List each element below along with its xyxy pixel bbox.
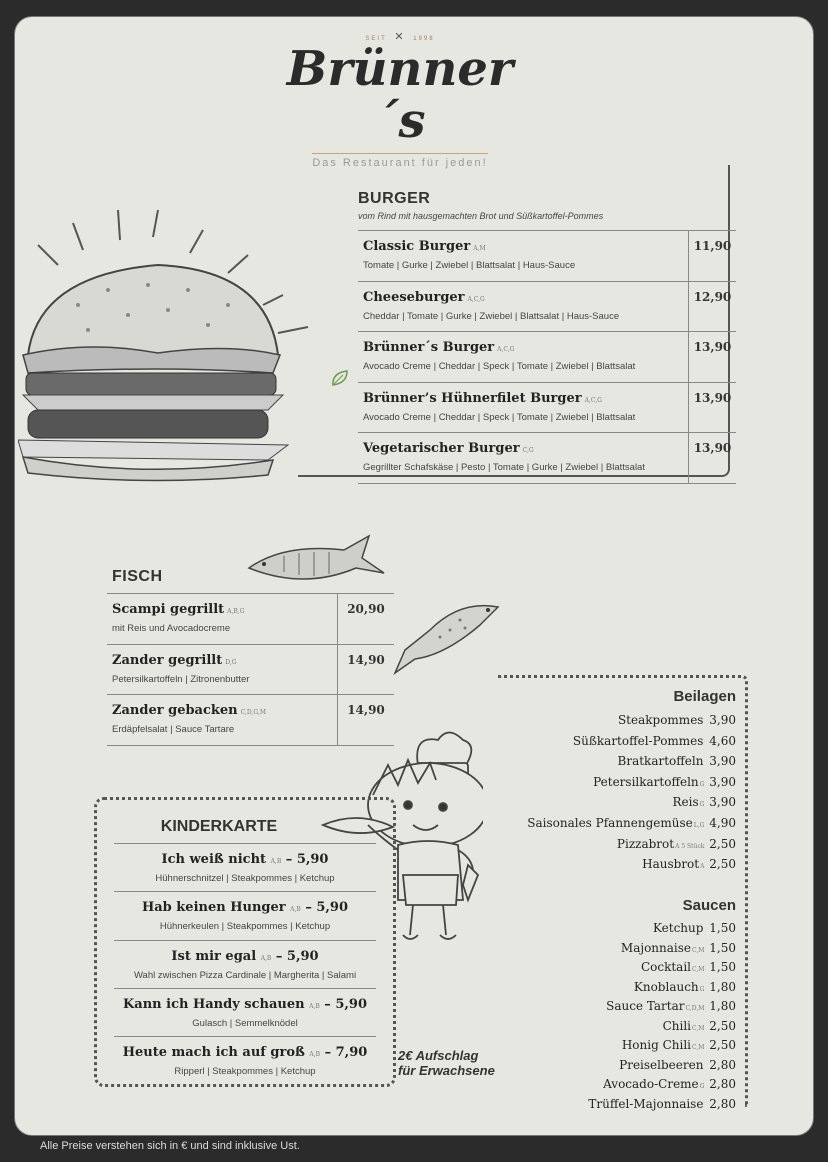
item-price: 14,90: [337, 645, 394, 695]
list-item: Saisonales PfannengemüseL,G 4,90: [527, 815, 736, 830]
list-item: Trüffel-Majonnaise 2,80: [588, 1096, 736, 1111]
list-item: CocktailC,M 1,50: [640, 960, 736, 974]
list-item: PizzabrotA 5 Stück 2,50: [616, 836, 736, 851]
menu-item: Ist mir egal A,B – 5,90 Wahl zwischen Pizza Cardinale | Margherita | Salami: [114, 941, 376, 989]
list-item: Preiselbeeren 2,80: [619, 1057, 736, 1072]
burger-section-title: BURGER: [358, 190, 431, 207]
menu-item: Cheeseburger A,C,G Cheddar | Tomate | Gurke | Zwiebel | Blattsalat | Haus-Sauce 12,90: [358, 282, 736, 333]
brand-name: Brünner´s: [286, 41, 514, 149]
saucen-list: [588, 919, 736, 1114]
cross-cutlery-icon: ✕: [394, 31, 406, 43]
price-footnote: Alle Preise verstehen sich in € und sind inklusive Ust.: [40, 1140, 300, 1152]
list-item: Süßkartoffel-Pommes 4,60: [572, 733, 736, 748]
list-item: Steakpommes 3,90: [617, 713, 736, 727]
menu-item: Zander gegrillt D,G Petersilkartoffeln | Zitronenbutter 14,90: [107, 645, 394, 696]
list-item: MajonnaiseC,M 1,50: [620, 940, 736, 955]
menu-item: Brünner´s Burger A,C,G Avocado Creme | Cheddar | Speck | Tomate | Zwiebel | Blattsalat 13,90: [358, 332, 736, 383]
list-item: ChiliC,M 2,50: [662, 1018, 736, 1033]
beilagen-list: [527, 710, 736, 875]
fish-illustration: [244, 528, 389, 593]
menu-item: Vegetarischer Burger C,G Gegrillter Schafskäse | Pesto | Tomate | Gurke | Zwiebel | Blattsalat 13,90: [358, 433, 736, 484]
menu-item: Ich weiß nicht A,B – 5,90 Hühnerschnitzel | Steakpommes | Ketchup: [114, 844, 376, 892]
item-price: 12,90: [688, 282, 736, 332]
item-price: 13,90: [688, 433, 736, 483]
kinder-list: [114, 843, 376, 1085]
list-item: KnoblauchG 1,80: [633, 979, 736, 994]
menu-item: Zander gebacken C,D,G,M Erdäpfelsalat | Sauce Tartare 14,90: [107, 695, 394, 746]
logo-since: SEIT ✕ 1998: [365, 31, 435, 43]
item-price: 13,90: [688, 383, 736, 433]
list-item: Honig ChiliC,M 2,50: [621, 1038, 736, 1052]
fisch-list: [107, 593, 394, 746]
menu-item: Kann ich Handy schauen A,B – 5,90 Gulasch | Semmelknödel: [114, 989, 376, 1037]
burger-illustration: [18, 205, 318, 485]
list-item: Avocado-CremeG 2,80: [603, 1077, 736, 1091]
tagline: Das Restaurant für jeden!: [312, 153, 487, 170]
list-item: Bratkartoffeln 3,90: [617, 754, 736, 769]
list-item: Sauce TartarC,D,M 1,80: [606, 999, 736, 1013]
list-item: PetersilkartoffelnG 3,90: [593, 774, 736, 789]
item-price: 11,90: [688, 231, 736, 281]
item-price: 20,90: [337, 594, 394, 644]
burger-subtitle: vom Rind mit hausgemachten Brot und Süßkartoffel-Pommes: [358, 211, 604, 221]
menu-item: Classic Burger A,M Tomate | Gurke | Zwiebel | Blattsalat | Haus-Sauce 11,90: [358, 231, 736, 282]
burger-list: [358, 230, 736, 484]
list-item: ReisG 3,90: [672, 795, 736, 810]
adult-surcharge-note: 2€ Aufschlag für Erwachsene: [398, 1048, 495, 1078]
kinder-section-title: KINDERKARTE: [160, 818, 278, 835]
beilagen-title: Beilagen: [673, 688, 736, 705]
trout-illustration: [390, 595, 502, 677]
menu-item: Brünner’s Hühnerfilet Burger A,C,G Avocado Creme | Cheddar | Speck | Tomate | Zwiebel | Blattsalat 13,90: [358, 383, 736, 434]
item-price: 13,90: [688, 332, 736, 382]
fisch-section-title: FISCH: [112, 568, 163, 585]
list-item: Ketchup 1,50: [653, 921, 736, 935]
logo: [270, 30, 530, 171]
menu-item: Heute mach ich auf groß A,B – 7,90 Ripperl | Steakpommes | Ketchup: [122, 1045, 368, 1078]
item-price: 14,90: [337, 695, 394, 745]
saucen-title: Saucen: [682, 897, 736, 914]
list-item: HausbrotA 2,50: [642, 857, 736, 872]
menu-item: Scampi gegrillt A,B,G mit Reis und Avocadocreme 20,90: [107, 594, 394, 645]
menu-item: Hab keinen Hunger A,B – 5,90 Hühnerkeulen | Steakpommes | Ketchup: [114, 892, 376, 940]
